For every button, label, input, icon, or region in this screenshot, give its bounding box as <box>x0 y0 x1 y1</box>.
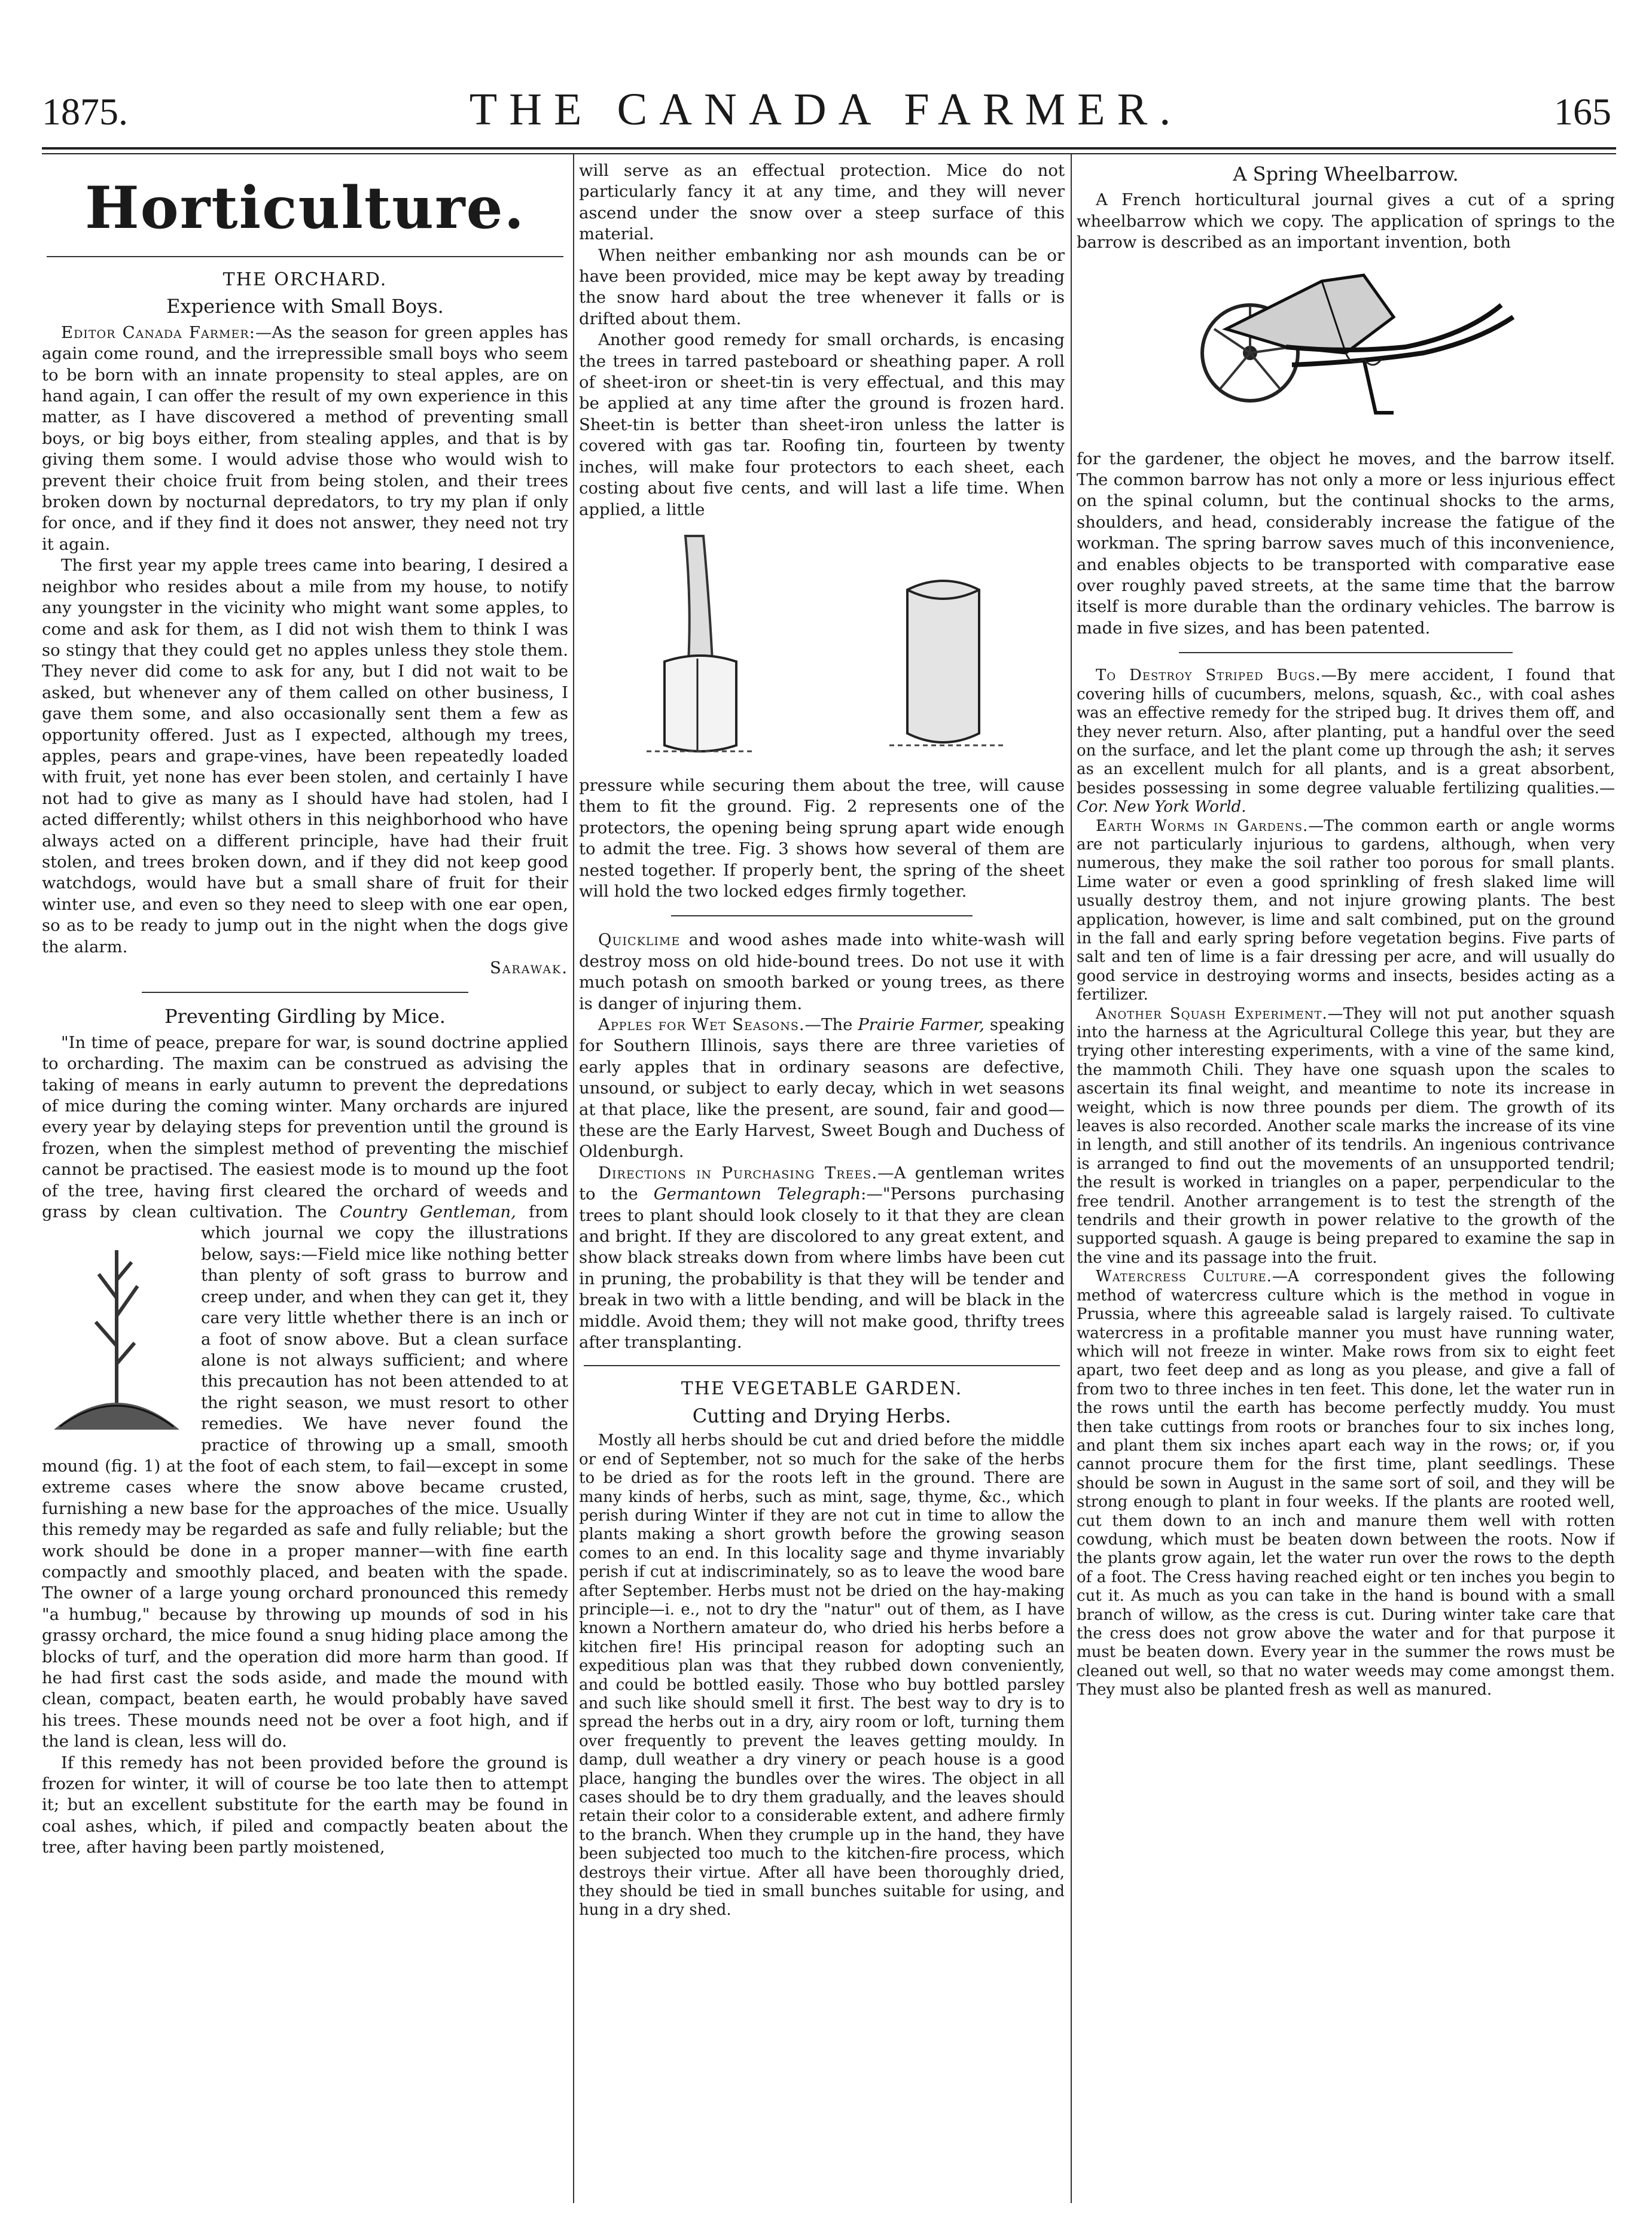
wheelbarrow-paragraph: A French horticultural journal gives a cut of a spring wheelbarrow which we copy. The application of springs to the barrow is described as an important invention, both <box>1077 190 1615 252</box>
striped-bugs-paragraph: To Destroy Striped Bugs.—By mere accident, I found that covering hills of cucumbers, melons, squash, &c., with coal ashes was an effective remedy for the striped bug. It drives them off, and they never return. Also, after planting, put a handful over the seed on the surface, and let the plant come up through the ash; it serves as an excellent mulch for all plants, and is a great absorbent, besides possessing in some degree valuable fertilizing qualities.—Cor. New York World. <box>1077 666 1615 817</box>
herbs-heading: Cutting and Drying Herbs. <box>692 1404 952 1427</box>
divider <box>47 256 563 257</box>
mice-continued-paragraph: pressure while securing them about the tree, will cause them to fit the ground. Fig. 2 represents one of the protectors, the opening being sprung apart wide enough to admit the tree. Fig. 3 shows how several of them are nested together. If properly bent, the spring of the sheet will hold the two locked edges firmly together. <box>579 775 1065 901</box>
nested-protectors-figure <box>871 554 1015 769</box>
wheelbarrow-figure <box>1077 263 1615 443</box>
quicklime-paragraph: Quicklime and wood ashes made into white-wash will destroy moss on old hide-bound trees. Do not use it with much potash on smooth barked or young trees, as there is danger of injuring them. <box>579 930 1065 1013</box>
letter-salutation: Editor Canada Farmer: <box>61 322 255 342</box>
mice-continued-paragraph: will serve as an effectual protection. Mice do not particularly fancy it at any time, and they will never ascend under the snow over a steep surface of this material. <box>579 161 1065 244</box>
column-divider <box>573 154 574 2203</box>
mice-paragraph: "In time of peace, prepare for war, is sound doctrine applied to orcharding. The maxim can be construed as advising the taking of means in early autumn to prevent the depredations of mice during the coming winter. Many orchards are injured every year by delaying steps for prevention until the ground is frozen, when the simplest method of preventing the mischief cannot be practised. The easiest mode is to mound up the foot of the tree, having first cleared the orchard of weeds and grass by clean cultivation. The Country Gentleman, from which journal we copy the illustrations below, says:—Field mice like nothing better than plenty of soft grass to burrow and creep under, and when they can get it, they care very little whether there is an inch or a foot of snow above. But a clean surface alone is not always sufficient; and where this precaution has not been attended to at the right season, we must resort to other remedies. We have never found the practice of throwing up a small, smooth mound (fig. 1) at the foot of each stem, to fail—except in some extreme cases where the snow above became crusted, furnishing a new base for the approaches of the mice. Usually this remedy may be regarded as safe and fully reliable; but the work should be done in a proper manner—with fine earth compactly and smoothly placed, and beaten with the spade. The owner of a large young orchard pronounced this remedy "a humbug," because by throwing up mounds of sod in his grassy orchard, the mice found a snug hiding place among the blocks of turf, and the operation did more harm than good. If he had first cast the sods aside, and made the mound with clean, compact, beaten earth, he would probably have saved his trees. These mounds need not be over a foot high, and if the land is clean, less will do. <box>42 1032 568 1751</box>
directions-paragraph: Directions in Purchasing Trees.—A gentleman writes to the Germantown Telegraph:—"Persons purchasing trees to plant should look closely to it that they are clean and bright. If they are discolored to any great extent, and show black streaks down from where limbs have been cut in pruning, the probability is that they will be tender and break in two with a little bending, and will be black in the middle. Avoid them; they will not make good, thrifty trees after transplanting. <box>579 1163 1065 1352</box>
smallboys-paragraph: The first year my apple trees came into bearing, I desired a neighbor who resides about a mile from my house, to notify any youngster in the vicinity who might want some apples, to come and ask for them, as I did not wish them to think I was so stingy that they could get no apples unless they stole them. They never did come to ask for any, but I did not wait to be asked, but whenever any of them called on other business, I gave them some, and also occasionally sent them a few as opportunity offered. Just as I expected, although my trees, apples, pears and grape-vines, have been repeatedly loaded with fruit, yet none has ever been stolen, and certainly I have not had to give as many as I should have had stolen, had I acted differently; whilst others in this neighborhood who have always acted on a different principle, have had their fruit stolen, and trees broken down, and if they did not keep good watchdogs, would have but a small share of fruit for their winter use, and even so they need to sleep with one ear open, so as to be ready to jump out in the night when the dogs give the alarm. <box>42 556 568 956</box>
orchard-heading: THE ORCHARD. <box>222 269 388 290</box>
masthead-page-number: 165 <box>1554 90 1611 133</box>
mice-continued-paragraph: When neither embanking nor ash mounds can be or have been provided, mice may be kept away by treading the snow hard about the tree whenever it falls or is drifted about them. <box>579 245 1065 328</box>
masthead-title: THE CANADA FARMER. <box>469 84 1183 135</box>
masthead-rule-thin <box>42 153 1616 154</box>
divider <box>142 992 468 993</box>
mound-tree-illustration <box>42 1226 191 1436</box>
column-3 <box>1077 160 1615 2203</box>
masthead-rule <box>42 147 1616 150</box>
smallboys-paragraph: Editor Canada Farmer:—As the season for green apples has again come round, and the irrepressible small boys who seem to be born with an innate propensity to steal apples, are on hand again, I can offer the result of my own experience in this matter, as I have discovered a method of preventing small boys, or big boys either, from stealing apples, and that is by giving them some. I would advise those who would wish to prevent their choice fruit from being stolen, and their trees broken down by nocturnal depredators, to try my plan if only for once, and if they find it does not answer, they need not try it again. <box>42 322 568 554</box>
herbs-paragraph: Mostly all herbs should be cut and dried before the middle or end of September, not so much for the sake of the herbs to be dried as for the roots left in the ground. There are many kinds of herbs, such as mint, sage, thyme, &c., which perish during Winter if they are not cut in time to allow the plants making a short growth before the growing season comes to an end. In this locality sage and thyme invariably perish if cut at indiscriminately, so as to leave the wood bare after September. Herbs must not be dried on the hay-making principle—i. e., not to dry the "natur" out of them, as I have known a Northern amateur do, who dried his herbs before a kitchen fire! His principal reason for adopting such an expeditious plan was that they rubbed down conveniently, and could be bottled easily. Those who buy bottled parsley and such like should smell it first. The best way to dry is to spread the herbs out in a dry, airy room or loft, turning them over frequently to prevent the leaves getting mouldy. In damp, dull weather a dry vinery or peach house is a good place, hanging the bundles over the wires. The object in all cases should be to dry them gradually, and the leaves should retain their color to a considerable extent, and adhere firmly to the branch. When they crumple up in the hand, they have been subjected too much to the kitchen-fire process, which destroys their virtue. After all have been thoroughly dried, they should be tied in small bunches suitable for using, and hung in a dry shed. <box>579 1431 1065 1920</box>
mice-paragraph: If this remedy has not been provided before the ground is frozen for winter, it will of course be too late then to attempt it; but an excellent substitute for the earth may be found in coal ashes, which, if piled and compactly beaten about the tree, after having been partly moistened, <box>42 1753 568 1857</box>
protector-figures <box>579 524 1065 769</box>
masthead-year: 1875. <box>42 90 128 133</box>
divider <box>671 915 972 916</box>
column-1 <box>42 160 568 2203</box>
wheelbarrow-paragraph: for the gardener, the object he moves, and the barrow itself. The common barrow has not only a more or less injurious effect on the spinal column, but the continual shocks to the arms, shoulders, and head, considerably increase the fatigue of the workman. The spring barrow saves much of this inconvenience, and enables objects to be transported with comparative ease over roughly paved streets, at the same time that the barrow itself is more durable than the ordinary vehicles. The barrow is made in five sizes, and has been patented. <box>1077 449 1615 638</box>
section-title: Horticulture. <box>84 174 526 242</box>
column-2 <box>579 160 1065 2203</box>
divider <box>584 1365 1060 1366</box>
apples-paragraph: Apples for Wet Seasons.—The Prairie Farmer, speaking for Southern Illinois, says there are three varieties of early apples that in ordinary seasons are defective, unsound, or subject to early decay, which in wet seasons at that place, like the present, are sound, fair and good—these are the Early Harvest, Sweet Bough and Duchess of Oldenburgh. <box>579 1015 1065 1162</box>
wheelbarrow-heading: A Spring Wheelbarrow. <box>1233 163 1459 185</box>
spring-wheelbarrow-illustration <box>1166 263 1525 437</box>
mice-continued-paragraph: Another good remedy for small orchards, is encasing the trees in tarred pasteboard or sheathing paper. A roll of sheet-iron or sheet-tin is very effectual, and this may be applied at any time after the ground is frozen hard. Sheet-tin is better than sheet-iron unless the latter is covered with gas tar. Roofing tin, fourteen by twenty inches, will make four protectors to each sheet, each costing about five cents, and will last a life time. When applied, a little <box>579 330 1065 519</box>
divider <box>1179 652 1513 653</box>
mice-heading: Preventing Girdling by Mice. <box>164 1005 446 1028</box>
tin-protector-figure <box>629 530 772 769</box>
smallboys-heading: Experience with Small Boys. <box>166 295 444 318</box>
signature: Sarawak. <box>489 958 568 977</box>
vegetable-garden-heading: THE VEGETABLE GARDEN. <box>681 1378 963 1400</box>
earth-worms-paragraph: Earth Worms in Gardens.—The common earth or angle worms are not particularly injurious to gardens, although, when very numerous, they make the soil rather too porous for small plants. Lime water or even a good sprinkling of fresh slaked lime will usually destroy them, and not injure growing plants. The best application, however, is lime and salt combined, put on the ground in the fall and early spring before vegetation begins. Five parts of salt and ten of lime is a fair dressing per acre, and will usually do good service in destroying worms and insects, besides acting as a fertilizer. <box>1077 817 1615 1004</box>
watercress-paragraph: Watercress Culture.—A correspondent gives the following method of watercress culture which is the method in vogue in Prussia, where this agreeable salad is largely raised. To cultivate watercress in a profitable manner you must have running water, which will not freeze in winter. Make rows from six to eight feet apart, two feet deep and as long as you please, and give a fall of from two to three inches in ten feet. This done, let the water run in the rows until the earth has become perfectly muddy. You must then take cuttings from roots or branches four to six inches long, and plant them six inches apart each way in the rows; or, if you cannot procure them for the first time, plant seedlings. These should be sown in August in the same sort of soil, and they will be strong enough to plant in four weeks. If the plants are rooted well, cut them down to an inch and manure them well with rotten cowdung, which must be beaten down between the roots. Now if the plants grow again, let the water run over the rows to the depth of a foot. The Cress having reached eight or ten inches you begin to cut it. As much as you can take in the hand is bound with a small branch of willow, as the cress is cut. During winter take care that the cress does not grow above the water and for that purpose it must be beaten down. Every year in the summer the rows must be cleaned out well, so that no water weeds may come amongst them. They must also be planted fresh as well as manured. <box>1077 1268 1615 1699</box>
squash-paragraph: Another Squash Experiment.—They will not put another squash into the harness at the Agricultural College this year, but they are trying other interesting experiments, with a vine of the same kind, the mammoth Chili. They have one squash upon the scales to ascertain its final weight, and meantime to note its increase in weight, which is now three pounds per diem. The growth of its leaves is also recorded. Another scale marks the increase of its vine in length, and still another of its tendrils. An ingenious contrivance is arranged to find out the movements of an unsupported tendril; the result is worked in triangles on a paper, perpendicular to the free tendril. Another arrangement is to test the strength of the tendrils and their growth in power relative to the growth of the supported squash. A gauge is being prepared to examine the sap in the vine and its passage into the fruit. <box>1077 1004 1615 1267</box>
column-divider <box>1071 154 1072 2203</box>
